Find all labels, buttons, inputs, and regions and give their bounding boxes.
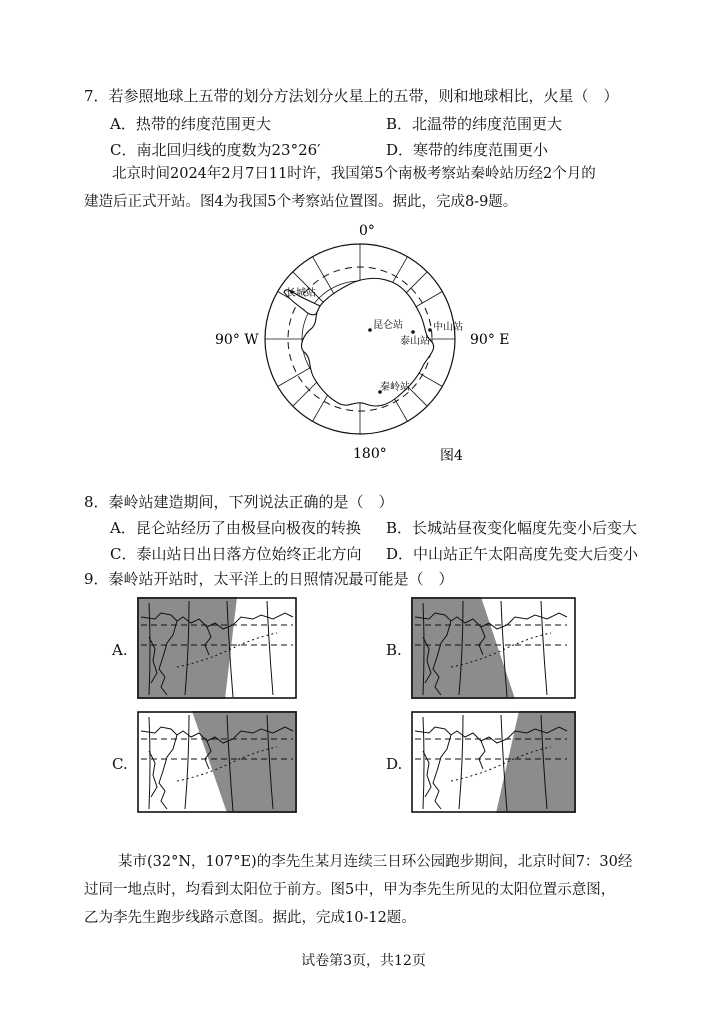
q8-option-b: B．长城站昼夜变化幅度先变小后变大 (386, 519, 638, 537)
zhongshan-station-dot (428, 328, 432, 332)
map-line (267, 601, 273, 695)
map-line (149, 717, 150, 809)
q9-map-b (411, 597, 576, 699)
map-line (159, 735, 177, 809)
label-0deg: 0° (359, 223, 375, 239)
q9-option-b-label: B. (386, 641, 402, 659)
map-line (479, 741, 485, 769)
q9-option-d-label: D. (386, 755, 403, 773)
q9-stem: 9．秦岭站开站时，太平洋上的日照情况最可能是（ ） (84, 570, 454, 588)
map-line (459, 715, 463, 809)
taishan-station-dot (411, 330, 415, 334)
page-footer: 试卷第3页，共12页 (301, 953, 426, 969)
night-shade (137, 597, 237, 699)
map-line (541, 601, 547, 695)
intro-8-9-line2: 建造后正式开站。图4为我国5个考察站位置图。据此，完成8-9题。 (84, 194, 518, 210)
figure-4-map (200, 218, 520, 468)
label-180deg: 180° (353, 446, 387, 462)
map-line (433, 735, 451, 809)
map-line (423, 717, 424, 809)
q7-option-c: C．南北回归线的度数为23°26′ (110, 141, 321, 159)
figure-4-caption: 图4 (440, 448, 463, 464)
kunlun-station-dot (368, 328, 372, 332)
q9-option-a-label: A. (112, 641, 128, 659)
label-changcheng: 长城站 (286, 288, 316, 299)
q9-map-a (137, 597, 297, 699)
q8-option-c: C．泰山站日出日落方位始终正北方向 (110, 545, 362, 563)
label-qinling: 秦岭站 (380, 382, 410, 393)
label-90e: 90° E (470, 332, 510, 348)
map-line (185, 715, 189, 809)
q9-map-c (137, 711, 297, 813)
q7-option-a: A．热带的纬度范围更大 (110, 115, 271, 133)
q8-stem: 8．秦岭站建造期间，下列说法正确的是（ ） (84, 493, 394, 511)
intro-10-12-line2: 过同一地点时，均看到太阳位于前方。图5中，甲为李先生所见的太阳位置示意图， (84, 882, 616, 898)
q8-option-a: A．昆仑站经历了由极昼向极夜的转换 (110, 519, 361, 537)
q7-stem: 7．若参照地球上五带的划分方法划分火星上的五带，则和地球相比，火星（ ） (84, 87, 619, 105)
label-zhongshan: 中山站 (433, 322, 463, 333)
label-90w: 90° W (215, 332, 259, 348)
night-shade (192, 711, 297, 813)
figure-4 (200, 218, 520, 468)
intro-10-12-line3: 乙为李先生跑步线路示意图。据此，完成10-12题。 (84, 910, 416, 926)
q9-map-d (411, 711, 576, 813)
intro-10-12-line1: 某市(32°N，107°E)的李先生某月连续三日环公园跑步期间，北京时间7：30经 (118, 854, 633, 870)
q7-option-b: B．北温带的纬度范围更大 (386, 115, 563, 133)
label-taishan: 泰山站 (400, 336, 430, 347)
label-kunlun: 昆仑站 (373, 320, 403, 331)
q8-option-d: D．中山站正午太阳高度先变大后变小 (386, 545, 639, 563)
q9-option-c-label: C. (112, 755, 128, 773)
q7-option-d: D．寒带的纬度范围更小 (386, 141, 549, 159)
intro-8-9-line1: 北京时间2024年2月7日11时许，我国第5个南极考察站秦岭站历经2个月的 (112, 166, 596, 182)
